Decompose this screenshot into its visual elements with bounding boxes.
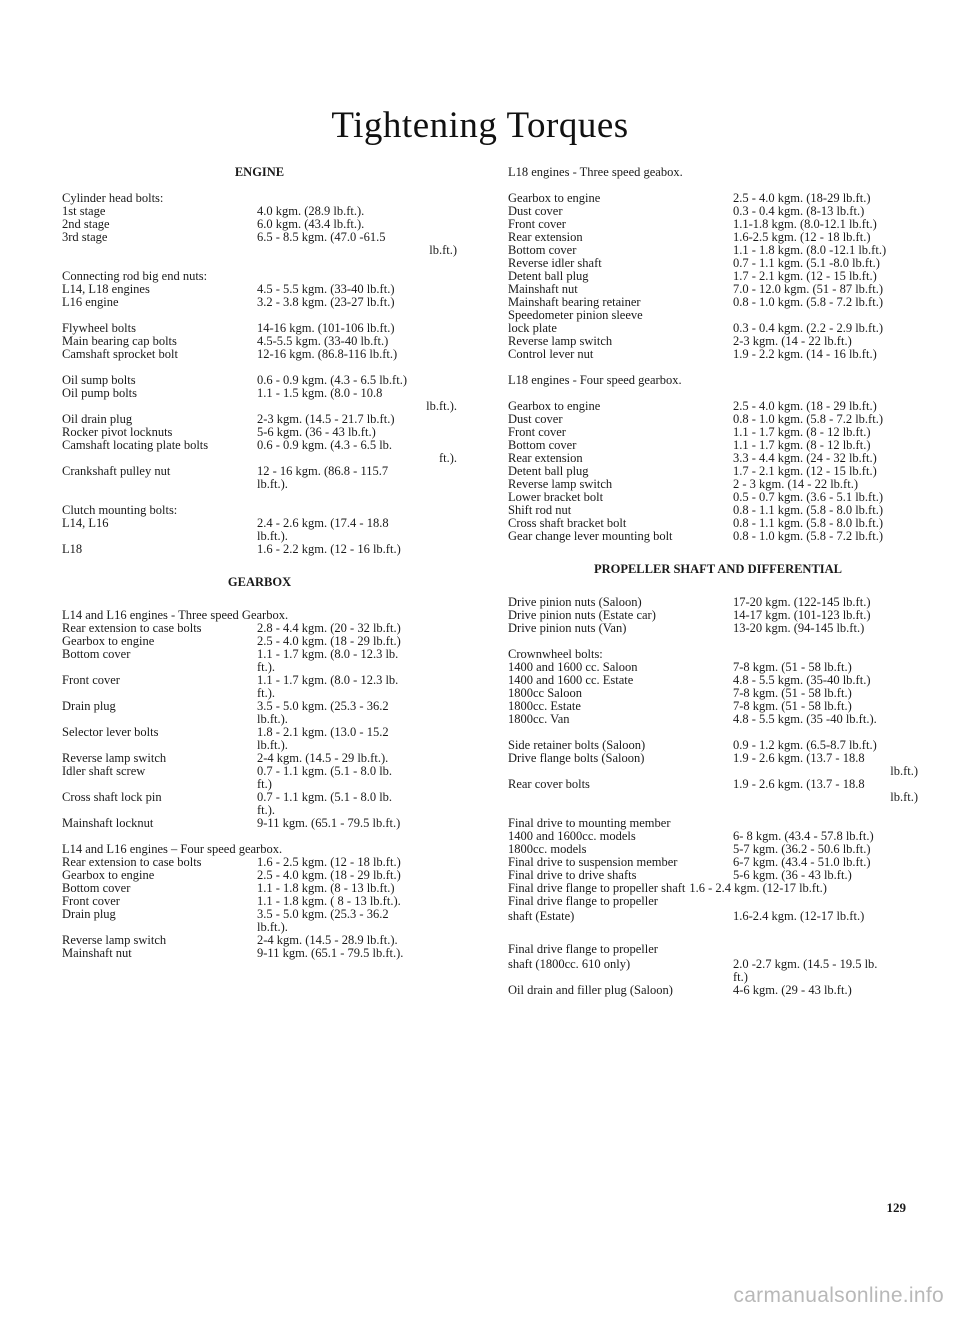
pinion-list (508, 596, 928, 635)
row-value: 12 - 16 kgm. (86.8 - 115.7 (257, 464, 389, 478)
table-row (508, 530, 928, 543)
row-label: Camshaft locating plate bolts (62, 438, 209, 452)
row-value: 6.5 - 8.5 kgm. (47.0 -61.5 (257, 230, 386, 244)
row-label: Control lever nut (508, 347, 594, 361)
row-value: 0.8 - 1.1 kgm. (5.8 - 8.0 lb.ft.) (733, 503, 883, 517)
row-label: Rear cover bolts (508, 777, 590, 791)
table-row (508, 348, 928, 361)
row-label: 1st stage (62, 204, 106, 218)
row-label: Camshaft sprocket bolt (62, 347, 178, 361)
row-label: Drive pinion nuts (Estate car) (508, 608, 656, 622)
row-value: 0.6 - 0.9 kgm. (4.3 - 6.5 lb. (257, 438, 393, 452)
watermark: carmanualsonline.info (733, 1284, 944, 1307)
row-label: Gearbox to engine (62, 634, 155, 648)
row-label: Dust cover (508, 412, 563, 426)
row-label: shaft (Estate) (508, 909, 575, 923)
right-column (508, 166, 928, 997)
row-label: Detent ball plug (508, 269, 589, 283)
conrod-list (62, 283, 487, 309)
speedo-heading: Speedometer pinion sleeve (508, 308, 643, 322)
table-row (508, 958, 928, 971)
row-label: 1800cc. models (508, 842, 587, 856)
row-value: 1.1 - 1.7 kgm. (8 - 12 lb.ft.) (733, 438, 871, 452)
row-label: Front cover (62, 894, 120, 908)
row-label: 1400 and 1600cc. models (508, 829, 636, 843)
row-value: 1.1 - 1.5 kgm. (8.0 - 10.8 (257, 386, 383, 400)
row-label: L16 engine (62, 295, 119, 309)
row-value: 4.5-5.5 kgm. (33-40 lb.ft.) (257, 334, 389, 348)
row-label: Bottom cover (62, 881, 131, 895)
row-value: 4.8 - 5.5 kgm. (35-40 lb.ft.) (733, 673, 871, 687)
row-value: 1.9 - 2.6 kgm. (13.7 - 18.8 (733, 777, 865, 791)
row-label: Mainshaft nut (508, 282, 578, 296)
table-row (62, 231, 487, 244)
table-row (508, 192, 928, 205)
gearbox-heading: GEARBOX (227, 575, 292, 589)
engine-heading: ENGINE (234, 165, 285, 179)
crownwheel-list (508, 661, 928, 726)
row-value: 5-6 kgm. (36 - 43 lb.ft.) (257, 425, 376, 439)
row-label: 1800cc. Van (508, 712, 570, 726)
row-label: Flywheel bolts (62, 321, 136, 335)
row-value: 1.9 - 2.6 kgm. (13.7 - 18.8 (733, 751, 865, 765)
row-value: 13-20 kgm. (94-145 lb.ft.) (733, 621, 865, 635)
head-bolts-heading: Cylinder head bolts: (62, 191, 164, 205)
row-label: shaft (1800cc. 610 only) (508, 957, 631, 971)
row-label: Reverse lamp switch (62, 751, 167, 765)
row-value-cont: lb.ft.). (257, 477, 288, 491)
final-drive-heading: Final drive to mounting member (508, 816, 671, 830)
row-value: 2.5 - 4.0 kgm. (18 - 29 lb.ft.) (257, 634, 401, 648)
row-value: 0.3 - 0.4 kgm. (2.2 - 2.9 lb.ft.) (733, 321, 883, 335)
row-value: 2.4 - 2.6 kgm. (17.4 - 18.8 (257, 516, 389, 530)
side-retainer-list (508, 739, 928, 804)
row-label: Idler shaft screw (62, 764, 146, 778)
row-value-cont: lb.ft.). (257, 738, 288, 752)
row-label: Bottom cover (62, 647, 131, 661)
row-value-cont: lb.ft.). (426, 399, 457, 413)
row-value-cont: lb.ft.). (257, 712, 288, 726)
table-row (508, 713, 928, 726)
row-value: 17-20 kgm. (122-145 lb.ft.) (733, 595, 871, 609)
row-value: 1.1 - 1.8 kgm. ( 8 - 13 lb.ft.). (257, 894, 401, 908)
clutch-list (62, 517, 487, 556)
row-value: 0.7 - 1.1 kgm. (5.1 - 8.0 lb. (257, 790, 393, 804)
row-value: 4.0 kgm. (28.9 lb.ft.). (257, 204, 365, 218)
row-value: 7-8 kgm. (51 - 58 lb.ft.) (733, 686, 852, 700)
oil-group (62, 374, 487, 491)
table-row (508, 910, 928, 923)
row-label: Selector lever bolts (62, 725, 159, 739)
row-label: Drain plug (62, 699, 116, 713)
row-value: 3.5 - 5.0 kgm. (25.3 - 36.2 (257, 699, 389, 713)
table-row (508, 752, 928, 765)
row-value: 0.8 - 1.0 kgm. (5.8 - 7.2 lb.ft.) (733, 295, 883, 309)
table-row (62, 387, 487, 400)
row-value: 1.9 - 2.2 kgm. (14 - 16 lb.ft.) (733, 347, 877, 361)
row-label: L14, L18 engines (62, 282, 150, 296)
row-label: lock plate (508, 321, 557, 335)
gearbox-four-speed-list (62, 856, 487, 960)
row-value: 3.5 - 5.0 kgm. (25.3 - 36.2 (257, 907, 389, 921)
row-label: 3rd stage (62, 230, 108, 244)
row-label: Rear extension (508, 230, 583, 244)
table-row (62, 478, 487, 491)
row-label: Reverse idler shaft (508, 256, 602, 270)
crownwheel-heading: Crownwheel bolts: (508, 647, 603, 661)
row-value: 5-6 kgm. (36 - 43 lb.ft.) (733, 868, 852, 882)
row-label: Final drive to drive shafts (508, 868, 637, 882)
row-label: Front cover (62, 673, 120, 687)
l18-three-heading: L18 engines - Three speed geabox. (508, 165, 683, 179)
row-value: 1.6-2.5 kgm. (12 - 18 lb.ft.) (733, 230, 871, 244)
left-column (62, 166, 487, 960)
row-value: 4.8 - 5.5 kgm. (35 -40 lb.ft.). (733, 712, 877, 726)
row-value-cont: lb.ft.) (890, 764, 918, 778)
row-value: 1.1 - 1.7 kgm. (8 - 12 lb.ft.) (733, 425, 871, 439)
row-value: 4-6 kgm. (29 - 43 lb.ft.) (733, 983, 852, 997)
row-label: Front cover (508, 425, 566, 439)
row-label: Drive pinion nuts (Saloon) (508, 595, 642, 609)
row-label: 2nd stage (62, 217, 110, 231)
table-row (62, 439, 487, 452)
row-label: Drive pinion nuts (Van) (508, 621, 627, 635)
row-label: Bottom cover (508, 243, 577, 257)
row-label: 1800cc. Estate (508, 699, 581, 713)
clutch-heading: Clutch mounting bolts: (62, 503, 178, 517)
row-value: 7-8 kgm. (51 - 58 lb.ft.) (733, 699, 852, 713)
row-label: Oil sump bolts (62, 373, 136, 387)
row-value: 3.2 - 3.8 kgm. (23-27 lb.ft.) (257, 295, 395, 309)
row-value: 14-17 kgm. (101-123 lb.ft.) (733, 608, 871, 622)
row-label: Gearbox to engine (508, 399, 601, 413)
row-label: Detent ball plug (508, 464, 589, 478)
row-label: Front cover (508, 217, 566, 231)
row-value-cont: ft.). (257, 660, 276, 674)
table-row (62, 296, 487, 309)
row-label: Main bearing cap bolts (62, 334, 177, 348)
l18-four-heading: L18 engines - Four speed gearbox. (508, 373, 682, 387)
row-value-cont: ft.) (733, 970, 748, 984)
flywheel-group (62, 322, 487, 361)
row-value: 6.0 kgm. (43.4 lb.ft.). (257, 217, 365, 231)
gearbox-three-speed-heading: L14 and L16 engines - Three speed Gearbox. (62, 608, 289, 622)
row-label: Gearbox to engine (62, 868, 155, 882)
row-value: 0.8 - 1.0 kgm. (5.8 - 7.2 lb.ft.) (733, 412, 883, 426)
row-value: 2.5 - 4.0 kgm. (18 - 29 lb.ft.) (257, 868, 401, 882)
l18-three-list-2 (508, 322, 928, 361)
row-value: 0.6 - 0.9 kgm. (4.3 - 6.5 lb.ft.) (257, 373, 407, 387)
row-label: 1800cc Saloon (508, 686, 582, 700)
row-value-cont: ft.). (438, 451, 457, 465)
table-row (508, 622, 928, 635)
row-label: Oil pump bolts (62, 386, 138, 400)
row-value: 12-16 kgm. (86.8-116 lb.ft.) (257, 347, 398, 361)
row-value: 2.0 -2.7 kgm. (14.5 - 19.5 lb. (733, 957, 878, 971)
row-label: Mainshaft nut (62, 946, 132, 960)
row-label: L18 (62, 542, 83, 556)
row-value: 1.1 - 1.7 kgm. (8.0 - 12.3 lb. (257, 673, 399, 687)
row-value: 7.0 - 12.0 kgm. (51 - 87 lb.ft.) (733, 282, 883, 296)
row-value: 1.8 - 2.1 kgm. (13.0 - 15.2 (257, 725, 389, 739)
row-label: Reverse lamp switch (508, 334, 613, 348)
row-value: 1.1 - 1.8 kgm. (8.0 -12.1 lb.ft.) (733, 243, 887, 257)
row-value: 6- 8 kgm. (43.4 - 57.8 lb.ft.) (733, 829, 874, 843)
row-value: 2-4 kgm. (14.5 - 29 lb.ft.). (257, 751, 389, 765)
row-label: Final drive flange to propeller shaft (508, 881, 686, 895)
table-row (508, 984, 928, 997)
table-row (62, 765, 487, 778)
row-value-cont: lb.ft.). (257, 529, 288, 543)
row-value: 6-7 kgm. (43.4 - 51.0 lb.ft.) (733, 855, 871, 869)
row-label: Lower bracket bolt (508, 490, 604, 504)
row-label: Gear change lever mounting bolt (508, 529, 673, 543)
row-value: 14-16 kgm. (101-106 lb.ft.) (257, 321, 395, 335)
row-value: 4.5 - 5.5 kgm. (33-40 lb.ft.) (257, 282, 395, 296)
page-number: 129 (886, 1200, 906, 1215)
row-label: Final drive flange to propeller (508, 942, 658, 956)
row-label: 1400 and 1600 cc. Estate (508, 673, 634, 687)
row-value: 1.7 - 2.1 kgm. (12 - 15 lb.ft.) (733, 464, 877, 478)
head-bolts-list (62, 205, 487, 257)
row-value: 2-4 kgm. (14.5 - 28.9 lb.ft.). (257, 933, 398, 947)
row-value: 1.1-1.8 kgm. (8.0-12.1 lb.ft.) (733, 217, 877, 231)
row-label: Reverse lamp switch (62, 933, 167, 947)
row-label: Dust cover (508, 204, 563, 218)
row-value: 2.5 - 4.0 kgm. (18-29 lb.ft.) (733, 191, 871, 205)
row-label: Cross shaft bracket bolt (508, 516, 627, 530)
row-label: Drain plug (62, 907, 116, 921)
table-row (62, 348, 487, 361)
row-value-cont: lb.ft.). (257, 920, 288, 934)
row-label: Final drive flange to propeller (508, 894, 658, 908)
row-label: Rear extension to case bolts (62, 855, 202, 869)
gearbox-three-speed-list (62, 622, 487, 830)
row-value-cont: ft.). (257, 686, 276, 700)
page-title: Tightening Torques (331, 105, 629, 146)
row-value: 1.6 - 2.5 kgm. (12 - 18 lb.ft.) (257, 855, 401, 869)
row-label: Oil drain plug (62, 412, 133, 426)
row-value: 2.5 - 4.0 kgm. (18 - 29 lb.ft.) (733, 399, 877, 413)
row-value: 5-7 kgm. (36.2 - 50.6 lb.ft.) (733, 842, 871, 856)
row-value: 2-3 kgm. (14.5 - 21.7 lb.ft.) (257, 412, 395, 426)
table-row (62, 817, 487, 830)
row-label: Cross shaft lock pin (62, 790, 162, 804)
row-label: Shift rod nut (508, 503, 572, 517)
row-label: Reverse lamp switch (508, 477, 613, 491)
row-value: 0.8 - 1.0 kgm. (5.8 - 7.2 lb.ft.) (733, 529, 883, 543)
row-label: Rocker pivot locknuts (62, 425, 173, 439)
table-row (62, 947, 487, 960)
row-label: Rear extension (508, 451, 583, 465)
row-value: 1.6-2.4 kgm. (12-17 lb.ft.) (733, 909, 865, 923)
row-label: Bottom cover (508, 438, 577, 452)
row-label: Rear extension to case bolts (62, 621, 202, 635)
row-value: 0.7 - 1.1 kgm. (5.1 - 8.0 lb. (257, 764, 393, 778)
row-value: 1.6 - 2.4 kgm. (12-17 lb.ft.) (689, 881, 827, 895)
row-value: 9-11 kgm. (65.1 - 79.5 lb.ft.). (257, 946, 404, 960)
row-label: Final drive to suspension member (508, 855, 678, 869)
final-drive-list (508, 830, 928, 882)
row-label: Drive flange bolts (Saloon) (508, 751, 645, 765)
row-label: L14, L16 (62, 516, 109, 530)
table-row (62, 543, 487, 556)
row-value: 0.9 - 1.2 kgm. (6.5-8.7 lb.ft.) (733, 738, 877, 752)
row-value: 9-11 kgm. (65.1 - 79.5 lb.ft.) (257, 816, 401, 830)
row-value: 0.7 - 1.1 kgm. (5.1 -8.0 lb.ft.) (733, 256, 880, 270)
row-label: Side retainer bolts (Saloon) (508, 738, 646, 752)
row-value: 1.1 - 1.8 kgm. (8 - 13 lb.ft.) (257, 881, 395, 895)
row-value: 0.5 - 0.7 kgm. (3.6 - 5.1 lb.ft.) (733, 490, 883, 504)
row-label: 1400 and 1600 cc. Saloon (508, 660, 638, 674)
row-label: Oil drain and filler plug (Saloon) (508, 983, 673, 997)
row-value: 7-8 kgm. (51 - 58 lb.ft.) (733, 660, 852, 674)
row-label: Gearbox to engine (508, 191, 601, 205)
row-value: 1.6 - 2.2 kgm. (12 - 16 lb.ft.) (257, 542, 401, 556)
l18-three-list (508, 192, 928, 309)
row-label: Crankshaft pulley nut (62, 464, 171, 478)
row-value: 0.8 - 1.1 kgm. (5.8 - 8.0 lb.ft.) (733, 516, 883, 530)
table-row (62, 244, 487, 257)
row-value-cont: ft.). (257, 803, 276, 817)
row-label: Mainshaft bearing retainer (508, 295, 641, 309)
row-value-cont: ft.) (257, 777, 272, 791)
row-value-cont: lb.ft.) (429, 243, 457, 257)
conrod-heading: Connecting rod big end nuts: (62, 269, 208, 283)
table-row (508, 791, 928, 804)
row-value: 2.8 - 4.4 kgm. (20 - 32 lb.ft.) (257, 621, 401, 635)
propshaft-heading: PROPELLER SHAFT AND DIFFERENTIAL (593, 562, 843, 576)
row-label: Mainshaft locknut (62, 816, 154, 830)
row-value: 2-3 kgm. (14 - 22 lb.ft.) (733, 334, 852, 348)
row-value: 1.7 - 2.1 kgm. (12 - 15 lb.ft.) (733, 269, 877, 283)
row-value: 3.3 - 4.4 kgm. (24 - 32 lb.ft.) (733, 451, 877, 465)
row-value: 0.3 - 0.4 kgm. (8-13 lb.ft.) (733, 204, 865, 218)
row-value-cont: lb.ft.) (890, 790, 918, 804)
row-value: 2 - 3 kgm. (14 - 22 lb.ft.) (733, 477, 858, 491)
gearbox-four-speed-heading: L14 and L16 engines – Four speed gearbox. (62, 842, 283, 856)
row-value: 1.1 - 1.7 kgm. (8.0 - 12.3 lb. (257, 647, 399, 661)
table-row (508, 778, 928, 791)
l18-four-list (508, 400, 928, 543)
